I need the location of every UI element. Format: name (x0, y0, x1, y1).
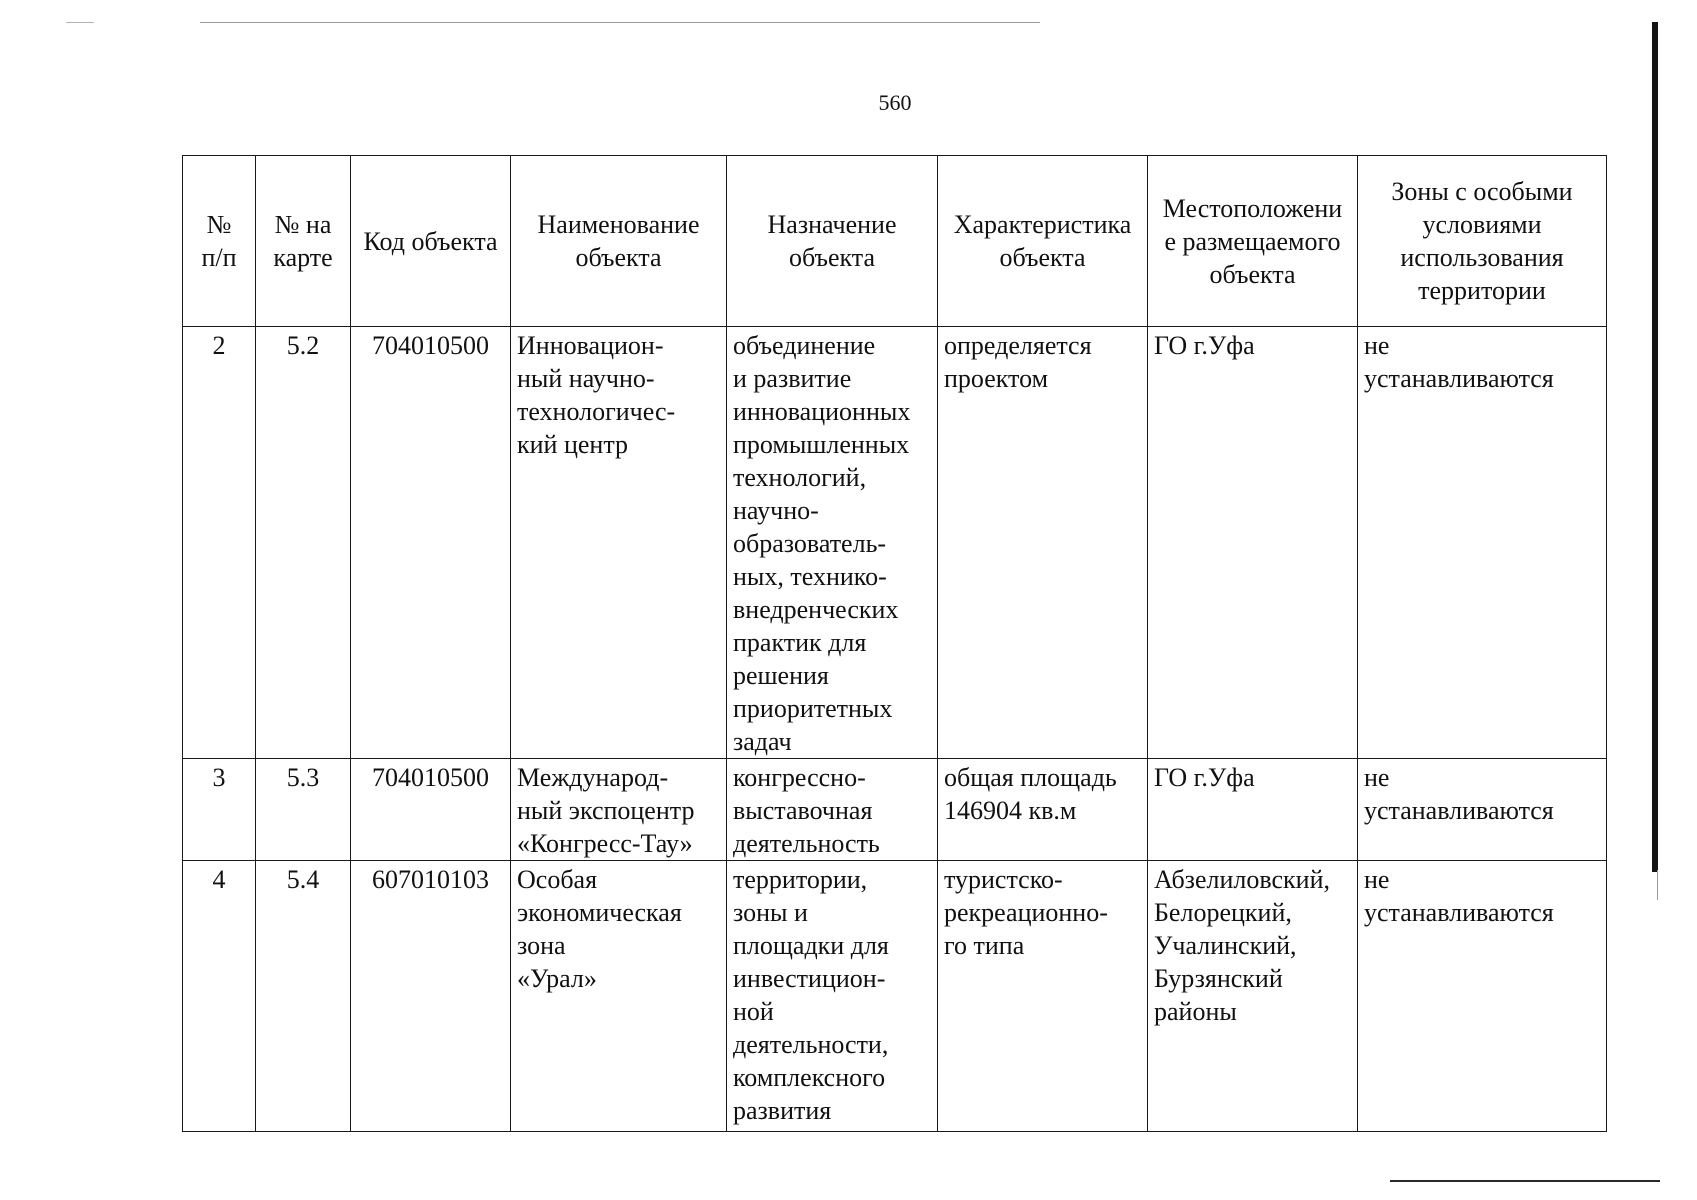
cell-num: 2 (183, 327, 256, 759)
cell-code: 607010103 (351, 861, 511, 1132)
header-zones: Зоны с особыми условиями использования территории (1358, 156, 1607, 327)
header-num: № п/п (183, 156, 256, 327)
cell-location: ГО г.Уфа (1148, 759, 1358, 861)
cell-map-num: 5.2 (256, 327, 351, 759)
table-row (183, 759, 1607, 861)
header-name: Наименование объекта (511, 156, 727, 327)
header-characteristic: Характеристика объекта (938, 156, 1148, 327)
cell-zones: не устанавливаются (1358, 327, 1607, 759)
cell-purpose: объединение и развитие инновационных промышленных технологий, научно- образователь- ных, технико- внедренческих практик для решения приоритетных задач (727, 327, 938, 759)
cell-characteristic: определяется проектом (938, 327, 1148, 759)
header-location: Местоположени е размещаемого объекта (1148, 156, 1358, 327)
cell-zones: не устанавливаются (1358, 759, 1607, 861)
cell-name: Инновацион- ный научно- технологичес- кий центр (511, 327, 727, 759)
header-code: Код объекта (351, 156, 511, 327)
scan-artifact-top-line (200, 22, 1040, 23)
scan-artifact-right-edge (1652, 22, 1658, 872)
cell-location: Абзелиловский, Белорецкий, Учалинский, Бурзянский районы (1148, 861, 1358, 1132)
header-map-num: № на карте (256, 156, 351, 327)
header-purpose: Назначение объекта (727, 156, 938, 327)
table-header-row (183, 156, 1607, 327)
cell-code: 704010500 (351, 759, 511, 861)
cell-map-num: 5.3 (256, 759, 351, 861)
cell-purpose: территории, зоны и площадки для инвестицион- ной деятельности, комплексного развития (727, 861, 938, 1132)
cell-name: Особая экономическая зона «Урал» (511, 861, 727, 1132)
cell-code: 704010500 (351, 327, 511, 759)
objects-table (182, 155, 1607, 1132)
scan-artifact-bottom-line (1390, 1180, 1660, 1182)
cell-characteristic: туристско- рекреационно- го типа (938, 861, 1148, 1132)
table-row (183, 861, 1607, 1132)
cell-purpose: конгрессно- выставочная деятельность (727, 759, 938, 861)
cell-num: 4 (183, 861, 256, 1132)
table-row (183, 327, 1607, 759)
cell-map-num: 5.4 (256, 861, 351, 1132)
cell-location: ГО г.Уфа (1148, 327, 1358, 759)
page-number: 560 (878, 90, 912, 115)
cell-zones: не устанавливаются (1358, 861, 1607, 1132)
cell-num: 3 (183, 759, 256, 861)
cell-characteristic: общая площадь 146904 кв.м (938, 759, 1148, 861)
scan-artifact-top-left (66, 22, 94, 23)
cell-name: Международ- ный экспоцентр «Конгресс-Тау» (511, 759, 727, 861)
scan-artifact-right-edge-tail (1657, 870, 1658, 900)
